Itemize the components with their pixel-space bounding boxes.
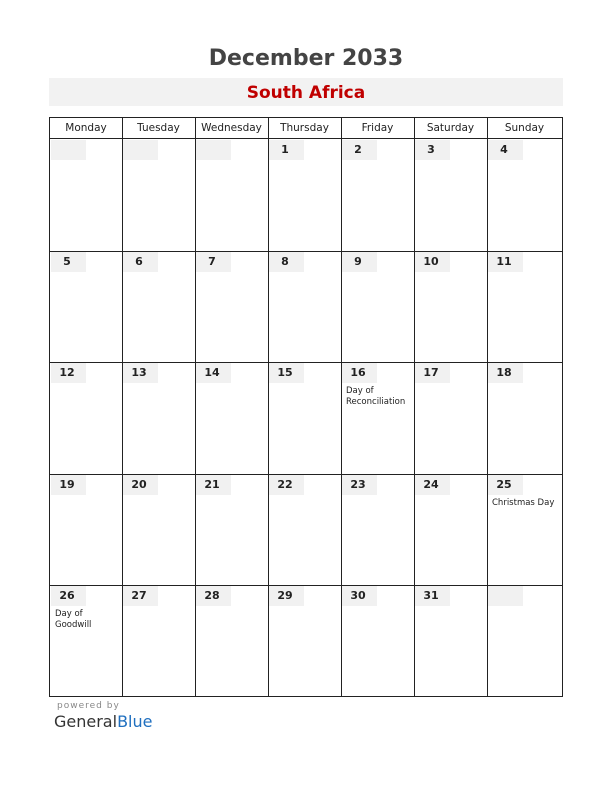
day-cell <box>341 251 414 362</box>
day-cell <box>414 362 487 474</box>
day-number: 12 <box>59 366 75 379</box>
day-cell <box>195 251 268 362</box>
day-cell <box>414 585 487 696</box>
weekday-label: Sunday <box>504 122 545 134</box>
day-number: 30 <box>350 589 366 602</box>
day-cell <box>487 585 562 696</box>
day-cell <box>487 139 562 251</box>
day-number-box <box>488 586 523 606</box>
day-number-box <box>123 140 158 160</box>
day-number: 11 <box>496 255 512 268</box>
weekday-label: Thursday <box>280 122 329 134</box>
day-cell <box>414 139 487 251</box>
day-number: 28 <box>204 589 220 602</box>
day-number: 20 <box>131 478 147 491</box>
day-cell <box>122 139 195 251</box>
day-cell <box>414 251 487 362</box>
day-cell <box>195 362 268 474</box>
holiday-label: Christmas Day <box>492 498 555 508</box>
holiday-label: Day of Reconciliation <box>346 386 406 407</box>
day-cell <box>50 362 122 474</box>
day-number: 21 <box>204 478 220 491</box>
day-cell <box>268 585 341 696</box>
day-cell <box>487 474 562 585</box>
country-name: South Africa <box>246 83 366 103</box>
country-banner <box>49 78 563 106</box>
day-cell <box>195 474 268 585</box>
day-number: 6 <box>135 255 143 268</box>
day-number: 9 <box>354 255 362 268</box>
day-number: 1 <box>281 143 289 156</box>
day-number: 14 <box>204 366 220 379</box>
day-cell <box>341 362 414 474</box>
day-cell <box>341 585 414 696</box>
day-number: 17 <box>423 366 439 379</box>
weekday-label: Saturday <box>426 122 475 134</box>
day-cell <box>341 474 414 585</box>
holiday-label: Day of Goodwill <box>55 609 92 630</box>
day-cell <box>487 362 562 474</box>
day-number: 16 <box>350 366 366 379</box>
day-cell <box>50 139 122 251</box>
day-cell <box>268 362 341 474</box>
day-cell <box>50 474 122 585</box>
day-number-box <box>51 140 86 160</box>
day-number: 25 <box>496 478 512 491</box>
day-number: 15 <box>277 366 293 379</box>
day-cell <box>50 251 122 362</box>
day-number: 4 <box>500 143 508 156</box>
brand-part-blue: Blue <box>117 712 153 731</box>
weekday-header-row <box>50 118 562 139</box>
day-cell <box>122 362 195 474</box>
day-cell <box>268 251 341 362</box>
day-number: 8 <box>281 255 289 268</box>
day-number: 19 <box>59 478 75 491</box>
day-number: 24 <box>423 478 439 491</box>
day-number: 31 <box>423 589 439 602</box>
day-cell <box>122 251 195 362</box>
day-number: 23 <box>350 478 366 491</box>
weekday-label: Friday <box>361 122 394 134</box>
day-number: 27 <box>131 589 147 602</box>
day-cell <box>414 474 487 585</box>
day-cell <box>195 139 268 251</box>
day-cell <box>268 139 341 251</box>
day-cell <box>268 474 341 585</box>
day-number: 7 <box>208 255 216 268</box>
day-cell <box>122 474 195 585</box>
day-number: 22 <box>277 478 293 491</box>
weekday-label: Tuesday <box>137 122 180 134</box>
day-cell <box>122 585 195 696</box>
weekday-label: Monday <box>65 122 107 134</box>
day-number: 13 <box>131 366 147 379</box>
day-number: 26 <box>59 589 75 602</box>
day-number-box <box>196 140 231 160</box>
weekday-label: Wednesday <box>201 122 262 134</box>
day-cell <box>50 585 122 696</box>
day-number: 5 <box>63 255 71 268</box>
day-cell <box>195 585 268 696</box>
day-number: 29 <box>277 589 293 602</box>
day-cell <box>487 251 562 362</box>
day-number: 2 <box>354 143 362 156</box>
brand-part-general: General <box>54 712 118 731</box>
powered-by-label: powered by <box>57 701 120 711</box>
day-number: 10 <box>423 255 439 268</box>
calendar-grid <box>49 117 563 697</box>
day-cell <box>341 139 414 251</box>
generalblue-logo[interactable] <box>54 712 152 731</box>
day-number: 3 <box>427 143 435 156</box>
calendar-title: December 2033 <box>208 46 404 71</box>
day-number: 18 <box>496 366 512 379</box>
